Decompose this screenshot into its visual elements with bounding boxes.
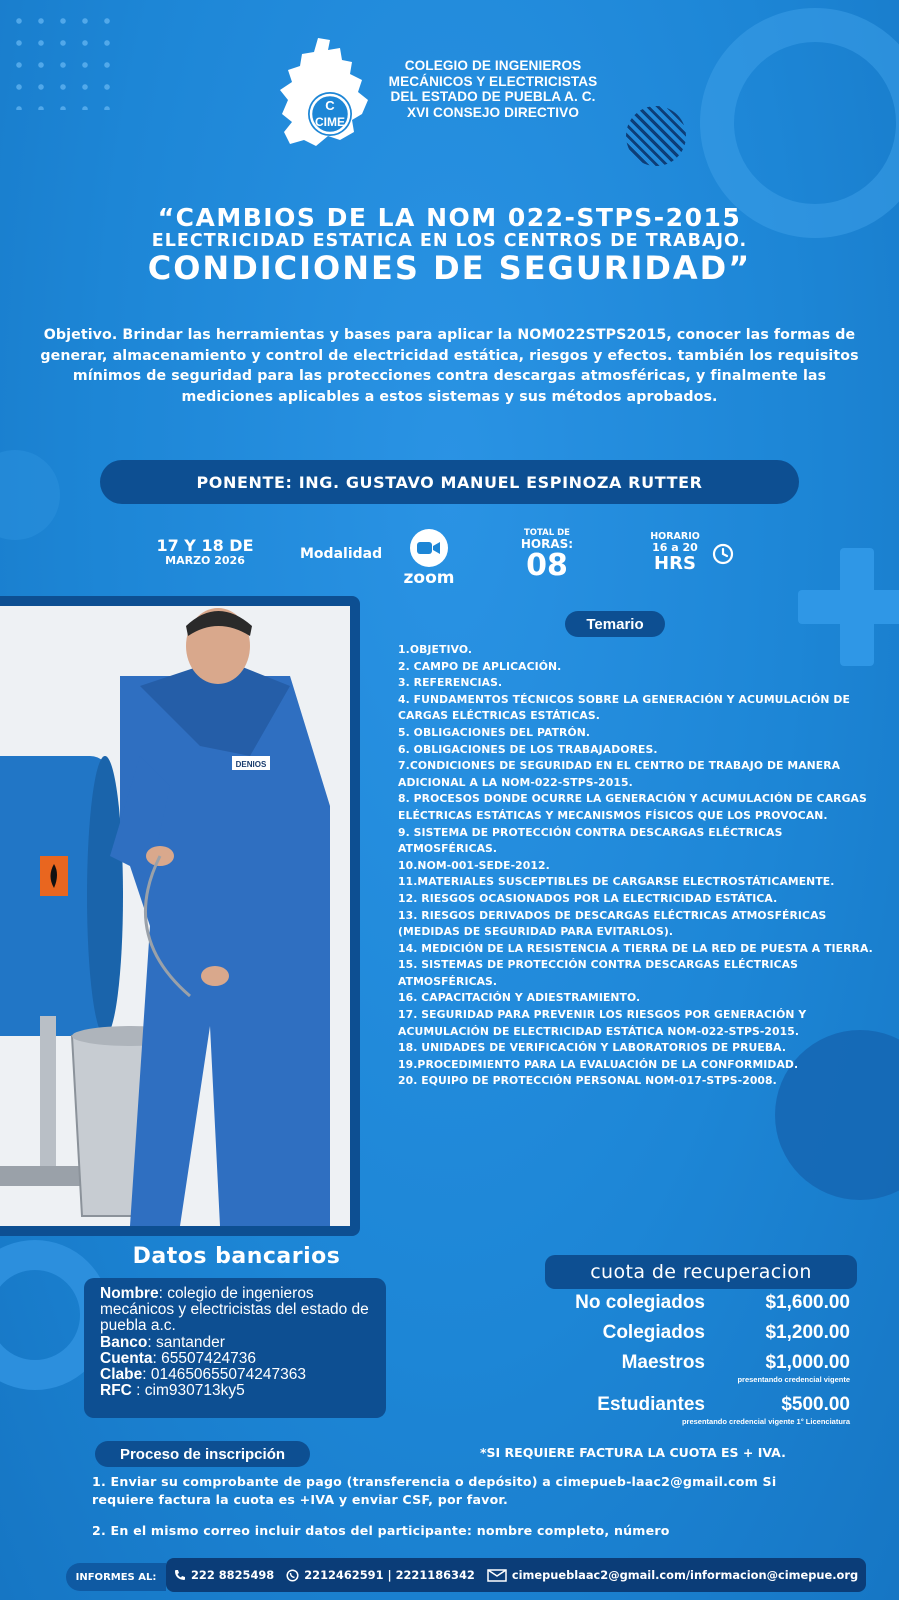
temario-item: 17. SEGURIDAD PARA PREVENIR LOS RIESGOS POR GENERACIÓN Y ACUMULACIÓN DE ELECTRICIDAD ESTÁTICA NOM-022-STPS-2015. xyxy=(398,1008,807,1038)
bank-account-row xyxy=(100,1351,370,1367)
event-title xyxy=(30,204,869,286)
total-hours xyxy=(517,529,577,582)
modality-label: Modalidad xyxy=(300,546,383,562)
fee-note: presentando credencial vigente xyxy=(737,1375,850,1384)
field-label: Cuenta xyxy=(100,1349,153,1367)
whatsapp-numbers: 2212462591 | 2221186342 xyxy=(304,1568,475,1582)
speaker-banner xyxy=(100,460,799,504)
field-value: : 65507424736 xyxy=(152,1349,256,1367)
bank-details xyxy=(84,1278,386,1418)
temario-item: 14. MEDICIÓN DE LA RESISTENCIA A TIERRA DE LA RED DE PUESTA A TIERRA. xyxy=(398,941,873,955)
email-contact[interactable] xyxy=(487,1568,858,1582)
temario-item: 15. SISTEMAS DE PROTECCIÓN CONTRA DESCARGAS ELÉCTRICAS ATMOSFÉRICAS. xyxy=(398,958,799,988)
temario-item: 18. UNIDADES DE VERIFICACIÓN Y LABORATORIOS DE PRUEBA. xyxy=(398,1041,787,1055)
schedule xyxy=(645,532,705,574)
zoom-label: zoom xyxy=(403,568,455,588)
circle-decoration xyxy=(0,450,60,540)
temario-item: 6. OBLIGACIONES DE LOS TRABAJADORES. xyxy=(398,742,658,756)
temario-item: 3. REFERENCIAS. xyxy=(398,676,503,690)
temario-item: 10.NOM-001-SEDE-2012. xyxy=(398,858,550,872)
field-value: : colegio de ingenieros mecánicos y electricistas del estado de puebla a.c. xyxy=(100,1285,369,1335)
organization-name xyxy=(378,58,608,120)
field-label: Nombre xyxy=(100,1285,159,1302)
org-line: DEL ESTADO DE PUEBLA A. C. xyxy=(390,89,596,104)
bank-rfc-row xyxy=(100,1383,370,1399)
phone-icon xyxy=(174,1569,186,1581)
temario-item: 4. FUNDAMENTOS TÉCNICOS SOBRE LA GENERACIÓN Y ACUMULACIÓN DE CARGAS ELÉCTRICAS ESTÁTICAS. xyxy=(398,692,850,723)
title-line-2: ELECTRICIDAD ESTATICA EN LOS CENTROS DE TRABAJO. xyxy=(151,231,748,251)
phone-number: 222 8825498 xyxy=(191,1568,275,1582)
temario-item: 12. RIESGOS OCASIONADOS POR LA ELECTRICIDAD ESTÁTICA. xyxy=(398,891,778,905)
svg-text:C: C xyxy=(325,98,335,113)
event-date xyxy=(150,537,260,567)
temario-list xyxy=(398,642,878,1090)
hours-label-2: HORAS: xyxy=(520,537,574,551)
field-value: : 014650655074247363 xyxy=(142,1366,306,1384)
process-title: Proceso de inscripción xyxy=(119,1445,286,1463)
clock-icon xyxy=(712,543,734,565)
bank-name-row xyxy=(100,1286,370,1335)
temario-title: Temario xyxy=(586,615,644,633)
org-line: MECÁNICOS Y ELECTRICISTAS xyxy=(388,73,598,89)
title-line-1: “CAMBIOS DE LA NOM 022-STPS-2015 xyxy=(157,203,742,232)
temario-item: 20. EQUIPO DE PROTECCIÓN PERSONAL NOM-017-STPS-2008. xyxy=(398,1074,777,1088)
fees-title: cuota de recuperacion xyxy=(590,1261,812,1283)
process-step-1: 1. Enviar su comprobante de pago (transferencia o depósito) a cimepueb-laac2@gmail.com Si requiere factura la cuota es +IVA y enviar CSF, por favor. xyxy=(92,1474,777,1507)
mail-icon xyxy=(487,1569,507,1582)
bank-bank-row xyxy=(100,1335,370,1351)
process-step-2: 2. En el mismo correo incluir datos del participante: nombre completo, número xyxy=(92,1523,670,1538)
cime-logo xyxy=(278,36,372,148)
fee-note: presentando credencial vigente 1° Licenciatura xyxy=(681,1417,850,1426)
temario-item: 5. OBLIGACIONES DEL PATRÓN. xyxy=(398,725,591,739)
temario-item: 9. SISTEMA DE PROTECCIÓN CONTRA DESCARGAS ELÉCTRICAS ATMOSFÉRICAS. xyxy=(398,825,783,856)
fee-price: $1,200.00 xyxy=(765,1322,850,1343)
temario-item: 7.CONDICIONES DE SEGURIDAD EN EL CENTRO DE TRABAJO DE MANERA ADICIONAL A LA NOM-022-STPS-2015. xyxy=(398,759,841,789)
dot-pattern-decoration xyxy=(8,10,118,110)
field-value: : santander xyxy=(147,1333,225,1351)
svg-text:CIME: CIME xyxy=(315,115,345,129)
hours-label-1: TOTAL DE xyxy=(524,528,570,538)
whatsapp-contact[interactable] xyxy=(286,1568,475,1582)
date-line-2: MARZO 2026 xyxy=(165,554,245,567)
fee-label: Colegiados xyxy=(602,1322,705,1343)
temario-item: 8. PROCESOS DONDE OCURRE LA GENERACIÓN Y ACUMULACIÓN DE CARGAS ELÉCTRICAS ESTÁTICAS Y MECANISMOS FÍSICOS QUE LOS PROVOCAN. xyxy=(398,792,867,822)
org-line: COLEGIO DE INGENIEROS xyxy=(404,58,582,73)
fee-price: $500.00 xyxy=(781,1394,850,1415)
schedule-range: 16 a 20 xyxy=(652,541,698,554)
fee-label: Maestros xyxy=(621,1352,705,1373)
speaker-name: PONENTE: ING. GUSTAVO MANUEL ESPINOZA RUTTER xyxy=(196,472,703,492)
field-label: Clabe xyxy=(100,1366,143,1384)
bank-title: Datos bancarios xyxy=(132,1244,341,1269)
email-address: cimepueblaac2@gmail.com/informacion@cimepue.org xyxy=(511,1568,859,1582)
iva-note: *SI REQUIERE FACTURA LA CUOTA ES + IVA. xyxy=(480,1445,786,1460)
phone-contact[interactable] xyxy=(174,1568,274,1582)
temario-item: 11.MATERIALES SUSCEPTIBLES DE CARGARSE ELECTROSTÁTICAMENTE. xyxy=(398,875,835,889)
worker-photo xyxy=(0,606,350,1226)
field-label: RFC xyxy=(100,1382,132,1400)
bank-clabe-row xyxy=(100,1367,370,1383)
temario-item: 2. CAMPO DE APLICACIÓN. xyxy=(398,659,562,673)
plus-decoration xyxy=(798,590,899,624)
hatched-circle-decoration xyxy=(626,106,686,166)
schedule-unit: HRS xyxy=(654,553,696,574)
photo-label: DENIOS xyxy=(235,760,267,769)
temario-item: 16. CAPACITACIÓN Y ADIESTRAMIENTO. xyxy=(398,991,641,1005)
temario-heading xyxy=(565,611,665,637)
title-line-3: CONDICIONES DE SEGURIDAD” xyxy=(147,249,752,287)
worker-grounding-drum-illustration xyxy=(0,606,350,1226)
temario-item: 19.PROCEDIMIENTO PARA LA EVALUACIÓN DE LA CONFORMIDAD. xyxy=(398,1057,799,1071)
field-label: Banco xyxy=(100,1333,148,1351)
fee-price: $1,000.00 xyxy=(765,1352,850,1373)
hours-value: 08 xyxy=(526,548,568,583)
temario-item: 1.OBJETIVO. xyxy=(398,643,473,656)
process-heading xyxy=(95,1441,310,1467)
field-value: : cim930713ky5 xyxy=(131,1382,245,1400)
org-line: XVI CONSEJO DIRECTIVO xyxy=(406,104,580,120)
contact-label xyxy=(66,1563,166,1591)
date-line-1: 17 Y 18 DE xyxy=(156,536,254,555)
fee-label: Estudiantes xyxy=(597,1394,705,1415)
temario-item: 13. RIESGOS DERIVADOS DE DESCARGAS ELÉCTRICAS ATMOSFÉRICAS (MEDIDAS DE SEGURIDAD PARA EVITARLOS). xyxy=(398,908,827,939)
fee-price: $1,600.00 xyxy=(765,1292,850,1313)
zoom-icon xyxy=(410,529,448,567)
zoom-badge xyxy=(401,529,457,587)
contact-label-text: INFORMES AL: xyxy=(75,1571,157,1583)
objective-text: Objetivo. Brindar las herramientas y bases para aplicar la NOM022STPS2015, conocer las formas de generar, almacenamiento y control de electricidad estática, riesgos y efectos. también los requisitos mínimos de seguridad para las protecciones contra descargas atmosféricas, y finalmente las mediciones aplicables a estos sistemas y sus métodos aprobados. xyxy=(40,327,859,405)
schedule-label: HORARIO xyxy=(650,531,700,542)
contact-bar xyxy=(166,1558,866,1592)
fee-label: No colegiados xyxy=(575,1292,705,1313)
fees-heading xyxy=(545,1255,857,1289)
whatsapp-icon xyxy=(286,1569,299,1582)
